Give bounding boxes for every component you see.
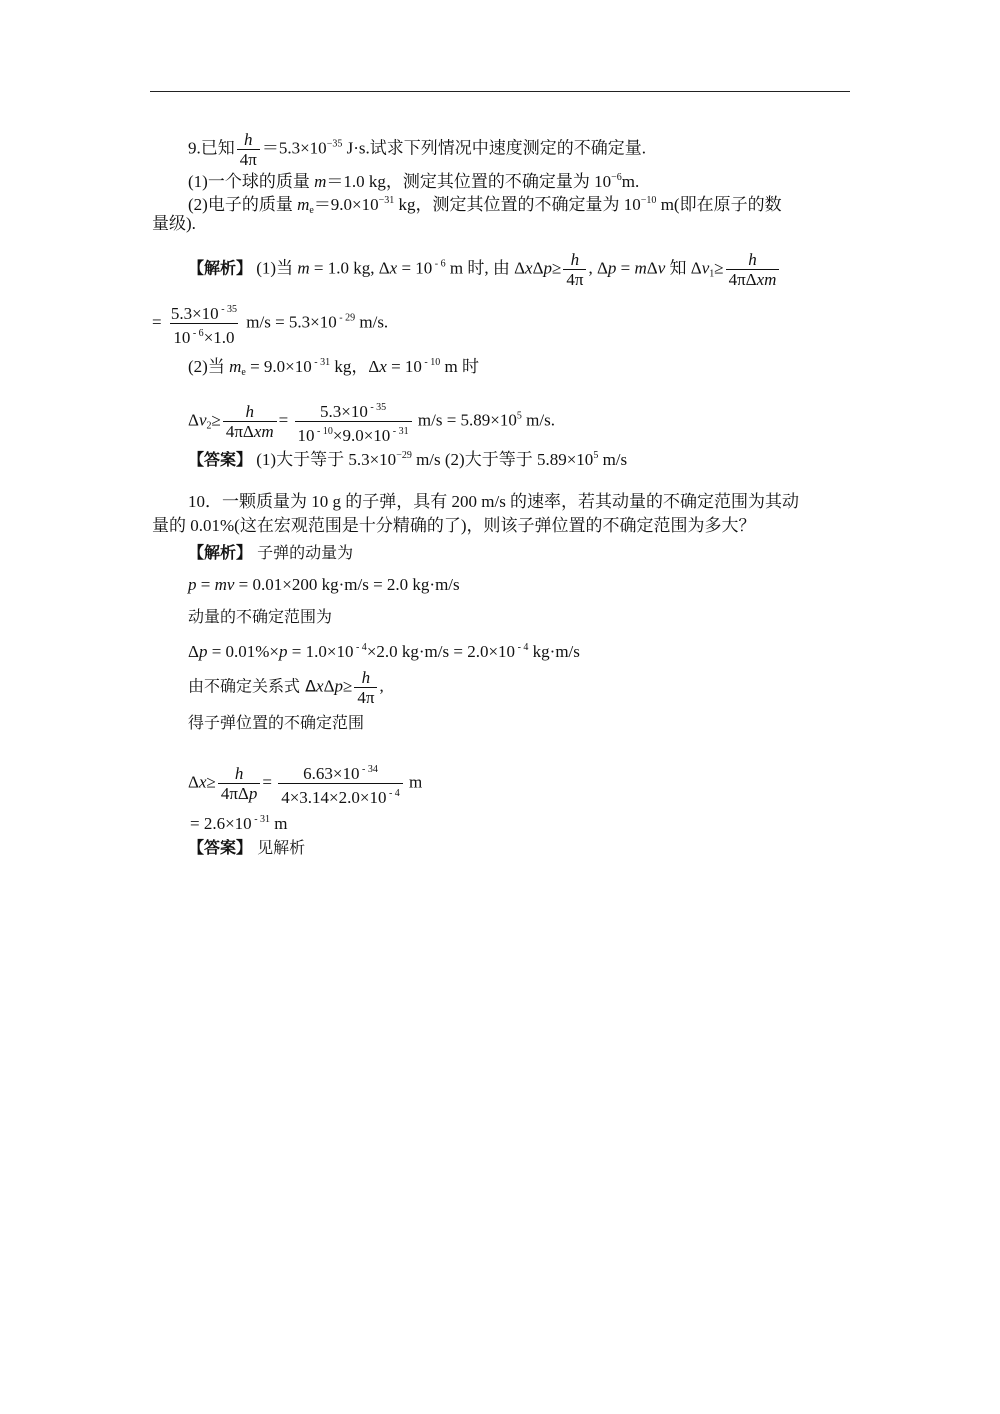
header-rule <box>150 91 850 92</box>
solution-10-momentum: p = mv = 0.01×200 kg·m/s = 2.0 kg·m/s <box>188 575 460 594</box>
question-9-part-2-cont: 量级). <box>152 214 196 233</box>
question-10-line-1: 10．一颗质量为 10 g 的子弹，具有 200 m/s 的速率，若其动量的不确定范围为其动 <box>188 492 800 511</box>
solution-10-result: = 2.6×10 $^{- 31}$ m <box>190 814 288 833</box>
question-10-line-2: 量的 0.01%(这在宏观范围是十分精确的了)，则该子弹位置的不确定范围为多大？ <box>152 516 756 535</box>
question-9-stem: 9.已知 $\frac{h}{4\pi}$ $=5.3\times 10^{-35}$ J·s.试求下列情况中速度测定的不确定量. <box>188 130 646 169</box>
solution-9-line-3: (2)当 $m_e = 9.0\times 10$ $^{- 31}$ kg，Δx = 10 $^{- 10}$ m 时 <box>188 357 479 378</box>
solution-10-text-2: 动量的不确定范围为 <box>188 607 333 626</box>
solution-10-relation: 由不确定关系式 ΔxΔp≥ $\frac{h}{4\pi}$ , <box>188 668 384 707</box>
answer-9: 【答案】 (1)大于等于 $5.3\times 10^{-29}$ m/s (2)大于等于 $5.89\times 10^5$ m/s <box>188 450 628 469</box>
solution-9-line-1: 【解析】 (1)当 m = 1.0 kg, Δx = 10 $^{- 6}$ m 时, 由 ΔxΔp≥ $\frac{h}{4\pi}$ , Δp = mΔv 知 $\Delta v_1\ge$ h 4πΔxm <box>188 250 781 289</box>
solution-9-line-2: = $\frac{5.3\times 10 ^{- 35}}{10 ^{- 6}\times 1.0}$ m/s = 5.3×10 $^{- 29}$ m/s. <box>152 304 389 347</box>
solution-9-line-4: $\Delta v_2\ge$ h 4πΔxm = $\frac{5.3\times 10 ^{- 35}}{10 ^{- 10}\times 9.0\times 10 ^{- 31}}$ $m/s = 5.89\times 10^5$ m/s. <box>188 402 555 445</box>
question-9-part-2: (2)电子的质量 $m_e=9.0\times 10^{-31}$ kg，测定其位置的不确定量为 $10^{-10}$ m(即在原子的数 <box>188 195 782 216</box>
solution-10-text-3: 得子弹位置的不确定范围 <box>188 713 365 732</box>
answer-10: 【答案】 见解析 <box>188 838 306 857</box>
solution-10-intro: 【解析】 子弹的动量为 <box>188 543 354 562</box>
question-9-part-1: (1)一个球的质量 m＝1.0 kg，测定其位置的不确定量为 $10^{-6}m$. <box>188 172 640 191</box>
solution-10-delta-x: Δx≥ h 4πΔp = $\frac{6.63\times 10 ^{- 34}}{4\times 3.14\times 2.0\times 10 ^{- 4}}$ m <box>188 764 423 807</box>
solution-10-delta-p: Δp = 0.01%×p = 1.0×10 $^{- 4}$×2.0 kg·m/s = 2.0×10 $^{- 4}$ kg·m/s <box>188 642 580 661</box>
